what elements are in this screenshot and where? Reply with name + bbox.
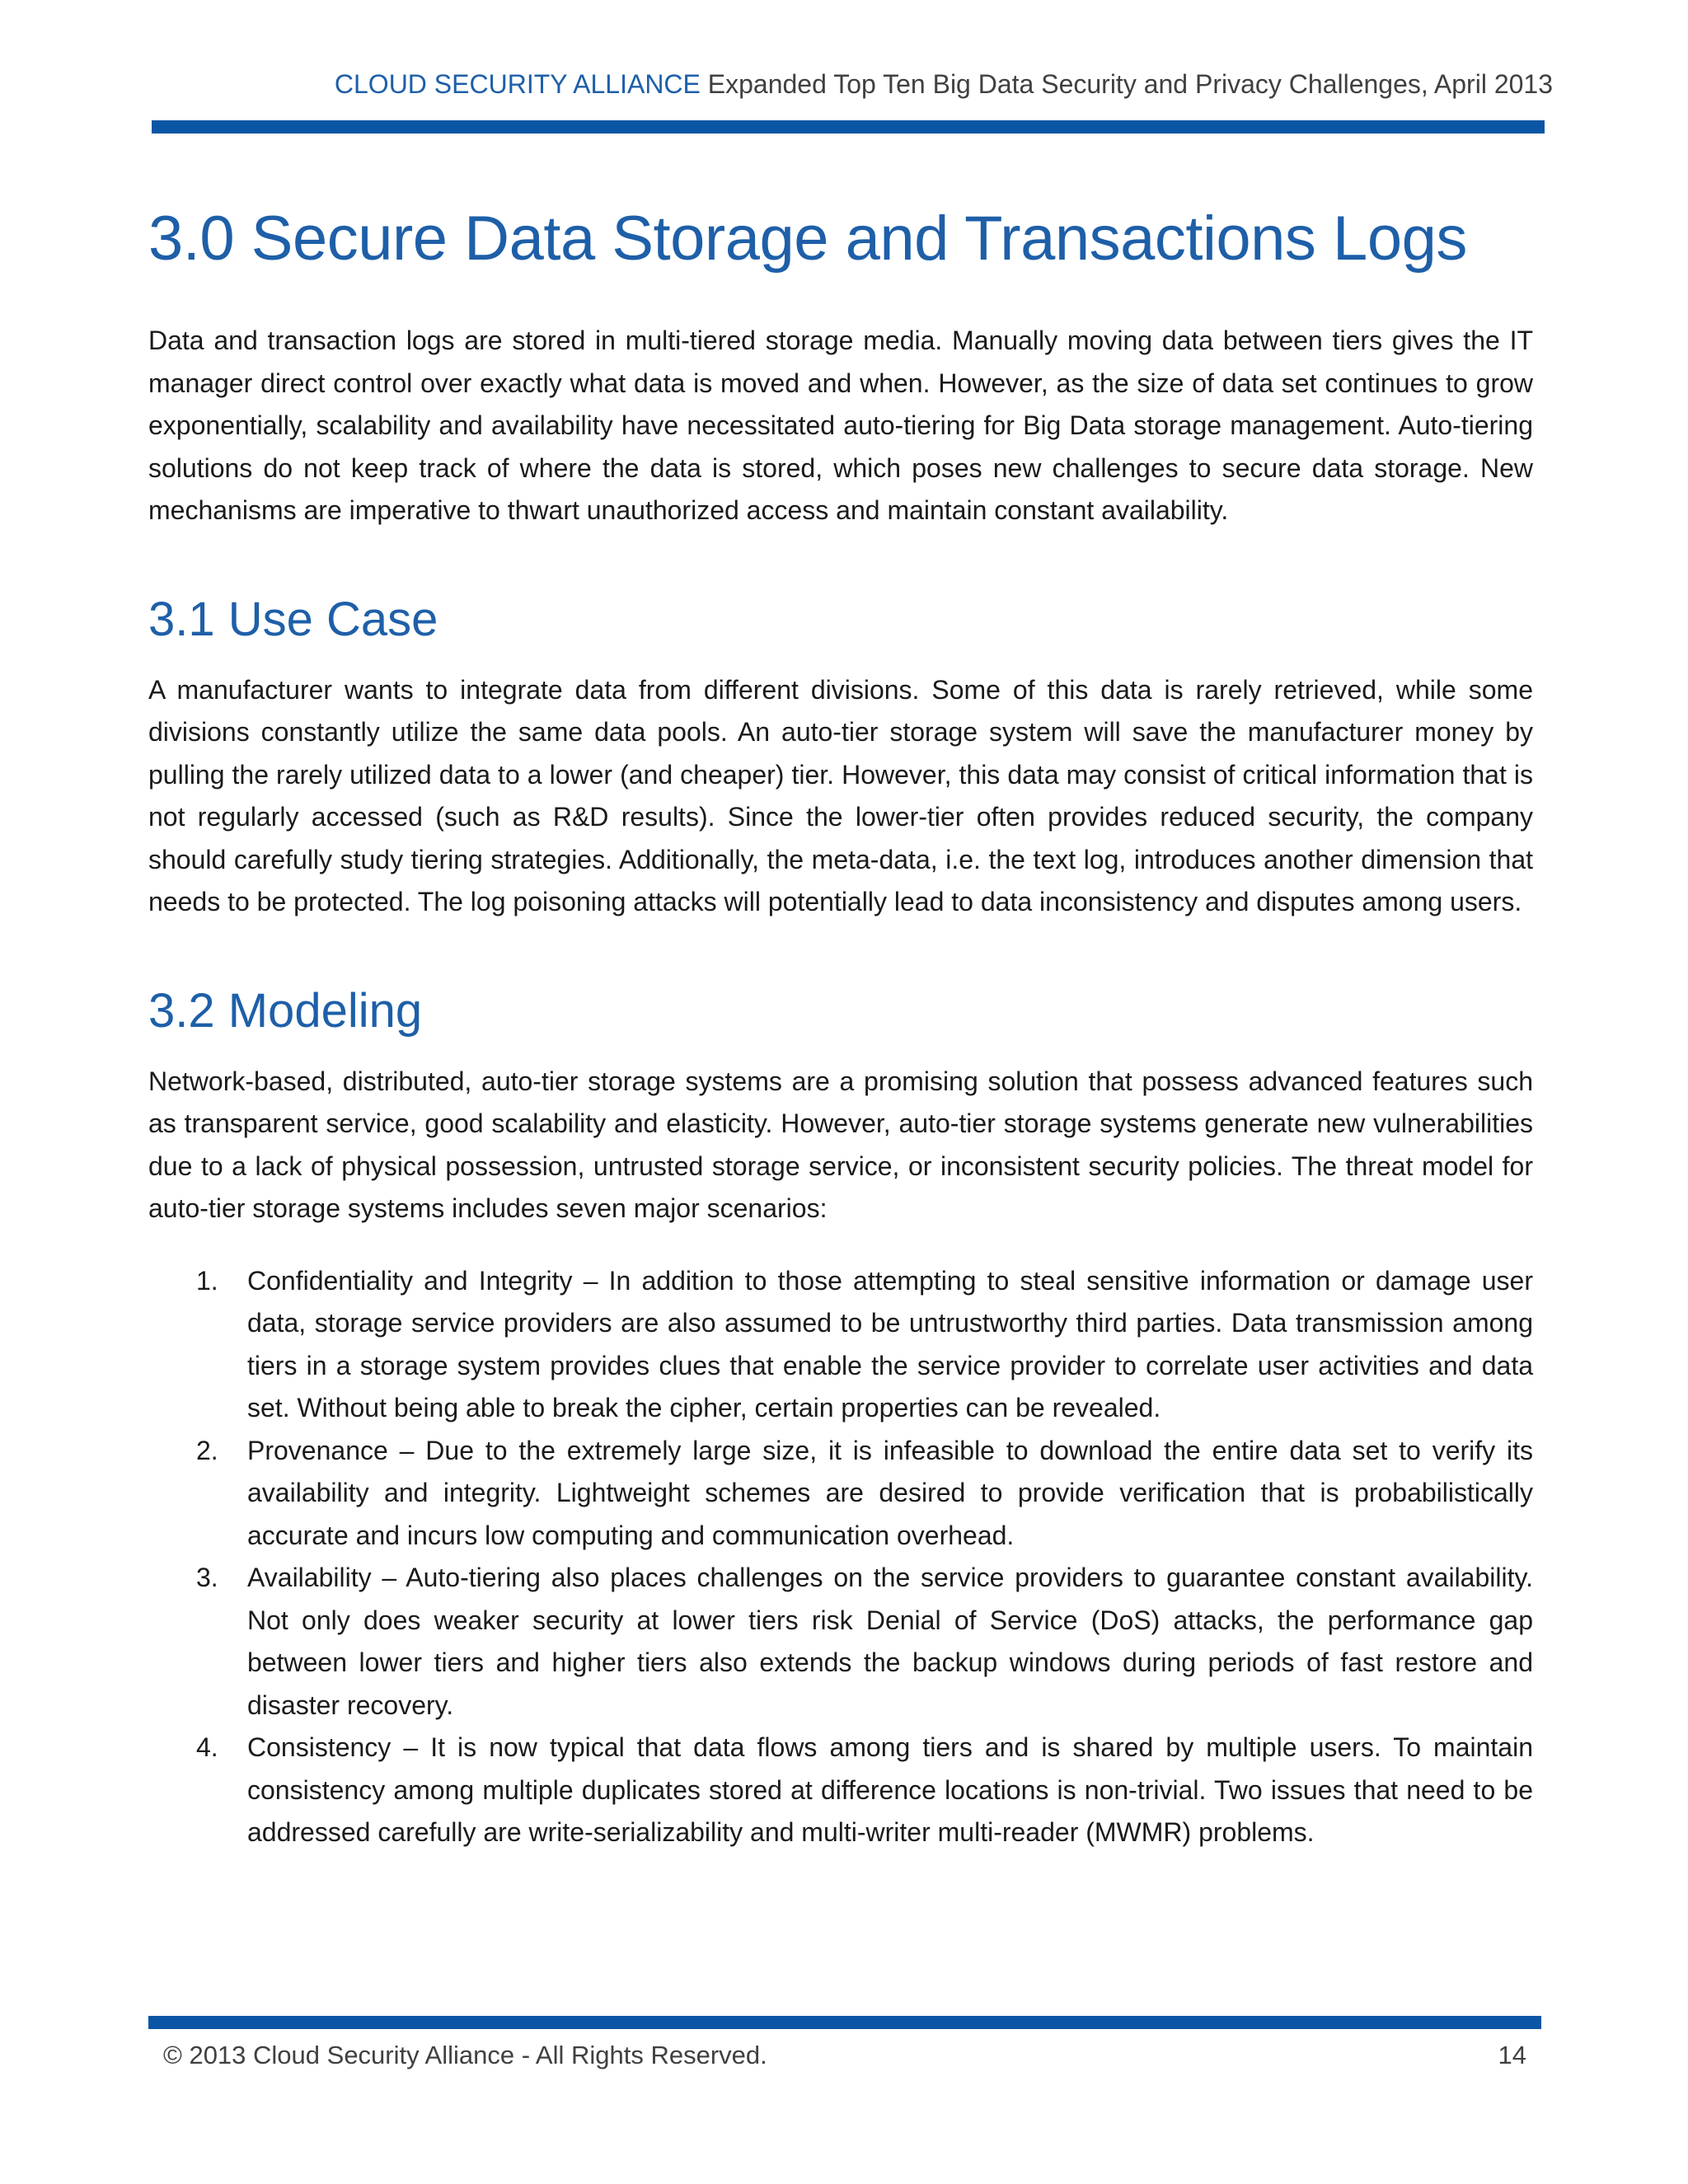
list-item-text: Provenance – Due to the extremely large size, it is infeasible to download the entire data set to verify its availability and integrity. Lightweight schemes are desired to provide verification that is probabilistically accurate and incurs low computing and communication overhead. bbox=[247, 1435, 1533, 1550]
page-number: 14 bbox=[1498, 2041, 1526, 2069]
list-item bbox=[148, 1557, 1533, 1727]
footer-copyright: © 2013 Cloud Security Alliance - All Rights Reserved. bbox=[163, 2041, 767, 2069]
running-header bbox=[335, 69, 1553, 100]
list-item-text: Availability – Auto-tiering also places challenges on the service providers to guarantee constant availability. Not only does weaker security at lower tiers risk Denial of Service (DoS) attacks, the performance gap between lower tiers and higher tiers also extends the backup windows during periods of fast restore and disaster recovery. bbox=[247, 1563, 1533, 1720]
section-heading-3-1: 3.1 Use Case bbox=[148, 592, 438, 646]
list-item-text: Consistency – It is now typical that data flows among tiers and is shared by multiple users. To maintain consistency among multiple duplicates stored at difference locations is non-trivial. Two issues that need to be addressed carefully are write-serializability and multi-writer multi-reader (MWMR) problems. bbox=[247, 1732, 1533, 1847]
list-item-number: 4. bbox=[196, 1732, 218, 1762]
list-item bbox=[148, 1260, 1533, 1430]
list-item-text: Confidentiality and Integrity – In addition to those attempting to steal sensitive information or damage user data, storage service providers are also assumed to be untrustworthy third parties. Data transmission among tiers in a storage system provides clues that enable the service provider to correlate user activities and data set. Without being able to break the cipher, certain properties can be revealed. bbox=[247, 1265, 1533, 1422]
section-heading-3-2: 3.2 Modeling bbox=[148, 983, 423, 1038]
header-org: CLOUD SECURITY ALLIANCE bbox=[334, 69, 701, 99]
section-body-3-1: A manufacturer wants to integrate data from different divisions. Some of this data is rarely retrieved, while some divisions constantly utilize the same data pools. An auto-tier storage system will save the manufacturer money by pulling the rarely utilized data to a lower (and cheaper) tier. However, this data may consist of critical information that is not regularly accessed (such as R&D results). Since the lower-tier often provides reduced security, the company should carefully study tiering strategies. Additionally, the meta-data, i.e. the text log, introduces another dimension that needs to be protected. The log poisoning attacks will potentially lead to data inconsistency and disputes among users. bbox=[148, 674, 1533, 916]
list-item-number: 1. bbox=[196, 1265, 218, 1296]
footer-rule bbox=[148, 2016, 1541, 2029]
list-item-number: 2. bbox=[196, 1435, 218, 1465]
section-body-3-0: Data and transaction logs are stored in multi-tiered storage media. Manually moving data between tiers gives the IT manager direct control over exactly what data is moved and when. However, as the size of data set continues to grow exponentially, scalability and availability have necessitated auto-tiering for Big Data storage management. Auto-tiering solutions do not keep track of where the data is stored, which poses new challenges to secure data storage. New mechanisms are imperative to thwart unauthorized access and maintain constant availability. bbox=[148, 326, 1533, 525]
section-heading-3-0: 3.0 Secure Data Storage and Transactions Logs bbox=[148, 204, 1467, 274]
list-item-number: 3. bbox=[196, 1563, 218, 1592]
header-title: Expanded Top Ten Big Data Security and Privacy Challenges, April 2013 bbox=[707, 69, 1553, 99]
list-item bbox=[148, 1430, 1533, 1558]
list-item bbox=[148, 1727, 1533, 1854]
header-rule bbox=[152, 120, 1545, 134]
threat-scenario-list bbox=[148, 1260, 1533, 1854]
section-body-3-2: Network-based, distributed, auto-tier storage systems are a promising solution that possess advanced features such as transparent service, good scalability and elasticity. However, auto-tier storage systems generate new vulnerabilities due to a lack of physical possession, untrusted storage service, or inconsistent security policies. The threat model for auto-tier storage systems includes seven major scenarios: bbox=[148, 1066, 1533, 1223]
main-content bbox=[148, 198, 1533, 1854]
